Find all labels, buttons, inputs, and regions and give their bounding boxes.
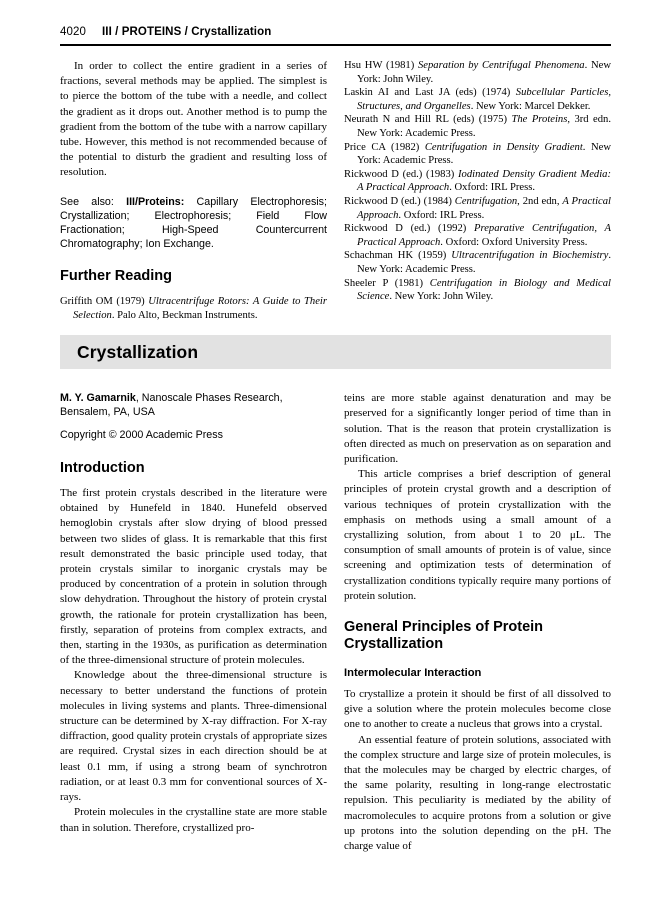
article-right-column xyxy=(344,391,611,854)
section-heading-general-principles: General Principles of Protein Crystallization xyxy=(344,618,544,653)
page-number: 4020 xyxy=(60,26,86,38)
paragraph: The first protein crystals described in the literature were obtained by Hunefeld in 1840. Hunefeld observed hemoglobin crystals after slow drying of blood pressed between two slides of glass. It is remarkable that this first result demonstrated the basic principle used today, that protein crystals similar to inorganic crystals may be produced by concentration of a protein in solution through slow dehydration. Throughout the history of protein crystal growth, the rationale for protein crystallization has been, firstly, separation of proteins from complex extracts, and then, starting in the 1930s, as purification as determination of the three-dimensional structure of protein molecules. xyxy=(60,487,327,667)
reference-item: Rickwood D (ed.) (1983) Iodinated Density Gradient Media: A Practical Approach. Oxford: IRL Press. xyxy=(344,168,611,194)
article-title: Crystallization xyxy=(77,341,199,362)
reference-item: Griffith OM (1979) Ultracentrifuge Rotors: A Guide to Their Selection. Palo Alto, Beckman Instruments. xyxy=(60,295,327,321)
article-left-column xyxy=(60,391,327,854)
reference-item: Rickwood D (ed.) (1984) Centrifugation, 2nd edn, A Practical Approach. Oxford: IRL Press. xyxy=(344,195,611,221)
running-title: III / PROTEINS / Crystallization xyxy=(101,26,272,38)
paragraph: Protein molecules in the crystalline state are more stable than in solution. Therefore, crystallized pro- xyxy=(60,806,327,834)
article-title-band xyxy=(60,335,611,369)
paragraph: This article comprises a brief description of general principles of protein crystal growth and a description of various techniques of protein crystallization with the emphasis on methods using a small amount of a crystallizing solution, from about 1 to 20 μL. The consumption of small amounts of protein is of value, since screening and optimization tests of determination of crystallization conditions typically require many portions of protein solution. xyxy=(344,468,611,602)
section-heading-further-reading: Further Reading xyxy=(60,268,172,285)
top-left-column xyxy=(60,59,327,322)
previous-article-end-section xyxy=(60,59,611,322)
article-body xyxy=(60,391,611,854)
reference-item: Laskin AI and Last JA (eds) (1974) Subcellular Particles, Structures, and Organelles. New York: Marcel Dekker. xyxy=(344,87,611,112)
running-head xyxy=(60,26,611,38)
author-affiliation: M. Y. Gamarnik, Nanoscale Phases Research, Bensalem, PA, USA xyxy=(60,392,283,419)
paragraph: To crystallize a protein it should be first of all dissolved to give a solution where the protein molecules become close one to another to create a nucleus that grows into a crystal. xyxy=(344,687,611,731)
paragraph: teins are more stable against denaturation and may be preserved for a significantly longer period of time than in solution. That is the reason that protein crystallization is often directed as much on preservation as on separation and purification. xyxy=(344,392,611,465)
top-right-column xyxy=(344,59,611,322)
paragraph: Knowledge about the three-dimensional structure is necessary to better understand the functions of protein molecules in living systems and plants. Three-dimensional structure can be determined by X-ray diffraction. For X-ray diffraction, good quality protein crystals of appropriate sizes are required. Crystal sizes in each direction should be at least 0.1 mm, if using a strong beam of synchrotron radiation, or at least 0.3 mm for conventional sources of X-rays. xyxy=(60,669,327,804)
see-also-note: See also: III/Proteins: Capillary Electrophoresis; Crystallization; Electrophoresis; Field Flow Fractionation; High-Speed Countercurrent Chromatography; Ion Exchange. xyxy=(60,195,327,251)
reference-item: Sheeler P (1981) Centrifugation in Biology and Medical Science. New York: John Wiley. xyxy=(344,277,611,303)
subsection-heading-intermolecular-interaction: Intermolecular Interaction xyxy=(344,666,482,679)
paragraph: In order to collect the entire gradient in a series of fractions, several methods may be applied. The simplest is to pierce the bottom of the tube with a needle, and collect the gradient as it drops out. Another method is to pump the gradient from the bottom of the tube with a narrow capillary tube. However, this method is not recommended because of the potential to disturb the gradient and resulting loss of resolution. xyxy=(60,60,327,179)
paragraph: An essential feature of protein solutions, associated with the complex structure and large size of protein molecules, is that the molecules may be charged by electric charges, of the same polarity, resulting in long-range electrostatic repulsion. This peculiarity is mediated by the ability of macromolecules to acquire protons from a solution or give up protons into the solution depending on the pH. The charge value of xyxy=(344,733,611,852)
section-heading-introduction: Introduction xyxy=(60,459,145,476)
reference-item: Neurath N and Hill RL (eds) (1975) The Proteins, 3rd edn. New York: Academic Press. xyxy=(344,114,611,139)
header-rule xyxy=(60,44,611,46)
reference-item: Rickwood D (ed.) (1992) Preparative Centrifugation, A Practical Approach. Oxford: Oxford University Press. xyxy=(344,223,611,248)
reference-item: Price CA (1982) Centrifugation in Density Gradient. New York: Academic Press. xyxy=(344,141,611,167)
reference-item: Schachman HK (1959) Ultracentrifugation in Biochemistry. New York: Academic Press. xyxy=(344,250,611,275)
copyright-line: Copyright © 2000 Academic Press xyxy=(60,428,223,441)
reference-item: Hsu HW (1981) Separation by Centrifugal Phenomena. New York: John Wiley. xyxy=(344,60,611,85)
